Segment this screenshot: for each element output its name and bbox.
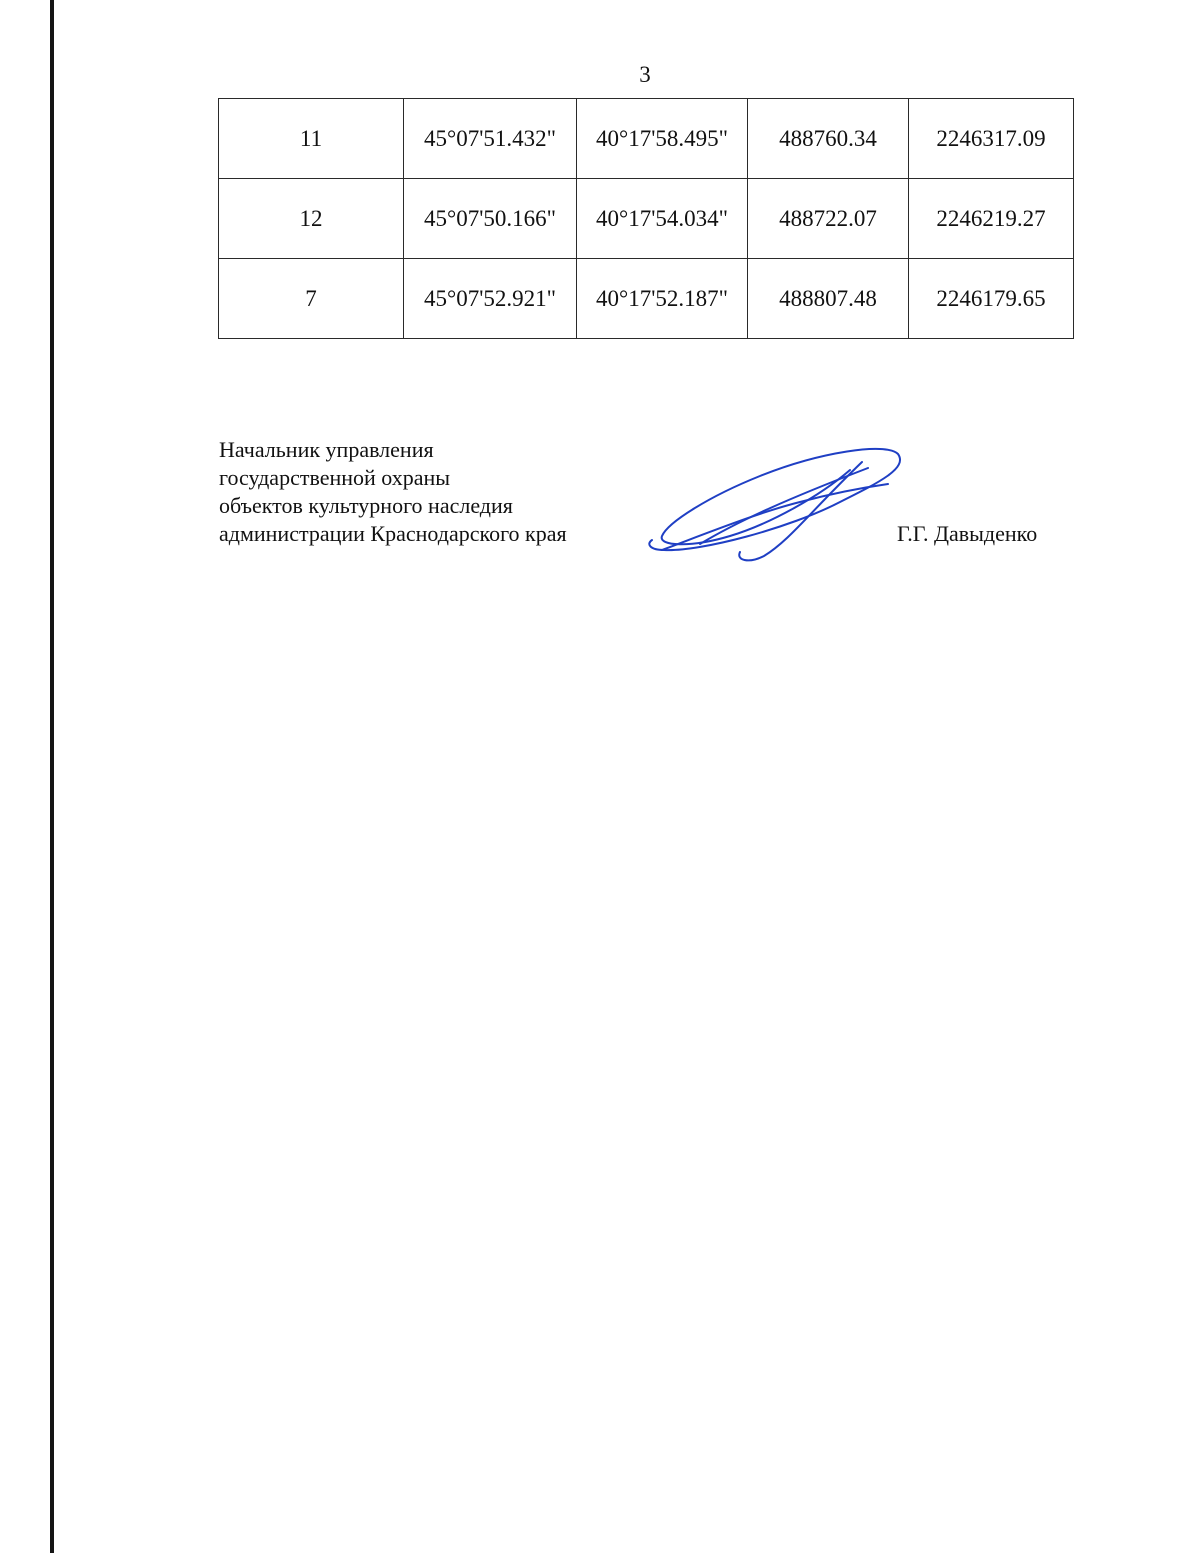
- signature-stroke: [649, 449, 900, 550]
- longitude-cell: 40°17'58.495": [577, 99, 748, 179]
- signer-position-line: администрации Краснодарского края: [219, 521, 567, 546]
- handwritten-signature: [640, 440, 915, 570]
- point-number-cell: 7: [219, 259, 404, 339]
- scan-edge-border: [50, 0, 54, 1553]
- point-number-cell: 12: [219, 179, 404, 259]
- signer-position-line: Начальник управления: [219, 437, 434, 462]
- y-coordinate-cell: 2246317.09: [909, 99, 1074, 179]
- signer-name: Г.Г. Давыденко: [897, 521, 1038, 546]
- latitude-cell: 45°07'51.432": [404, 99, 577, 179]
- signer-position-line: государственной охраны: [219, 465, 451, 490]
- y-coordinate-cell: 2246179.65: [909, 259, 1074, 339]
- table-row: [219, 259, 1074, 339]
- page-number: 3: [639, 62, 651, 87]
- table-row: [219, 99, 1074, 179]
- point-number-cell: 11: [219, 99, 404, 179]
- x-coordinate-cell: 488807.48: [748, 259, 909, 339]
- y-coordinate-cell: 2246219.27: [909, 179, 1074, 259]
- latitude-cell: 45°07'52.921": [404, 259, 577, 339]
- table-row: [219, 179, 1074, 259]
- longitude-cell: 40°17'52.187": [577, 259, 748, 339]
- signer-position-line: объектов культурного наследия: [219, 493, 513, 518]
- coordinates-table: [218, 98, 1074, 339]
- x-coordinate-cell: 488760.34: [748, 99, 909, 179]
- latitude-cell: 45°07'50.166": [404, 179, 577, 259]
- signer-position: [219, 436, 567, 548]
- x-coordinate-cell: 488722.07: [748, 179, 909, 259]
- longitude-cell: 40°17'54.034": [577, 179, 748, 259]
